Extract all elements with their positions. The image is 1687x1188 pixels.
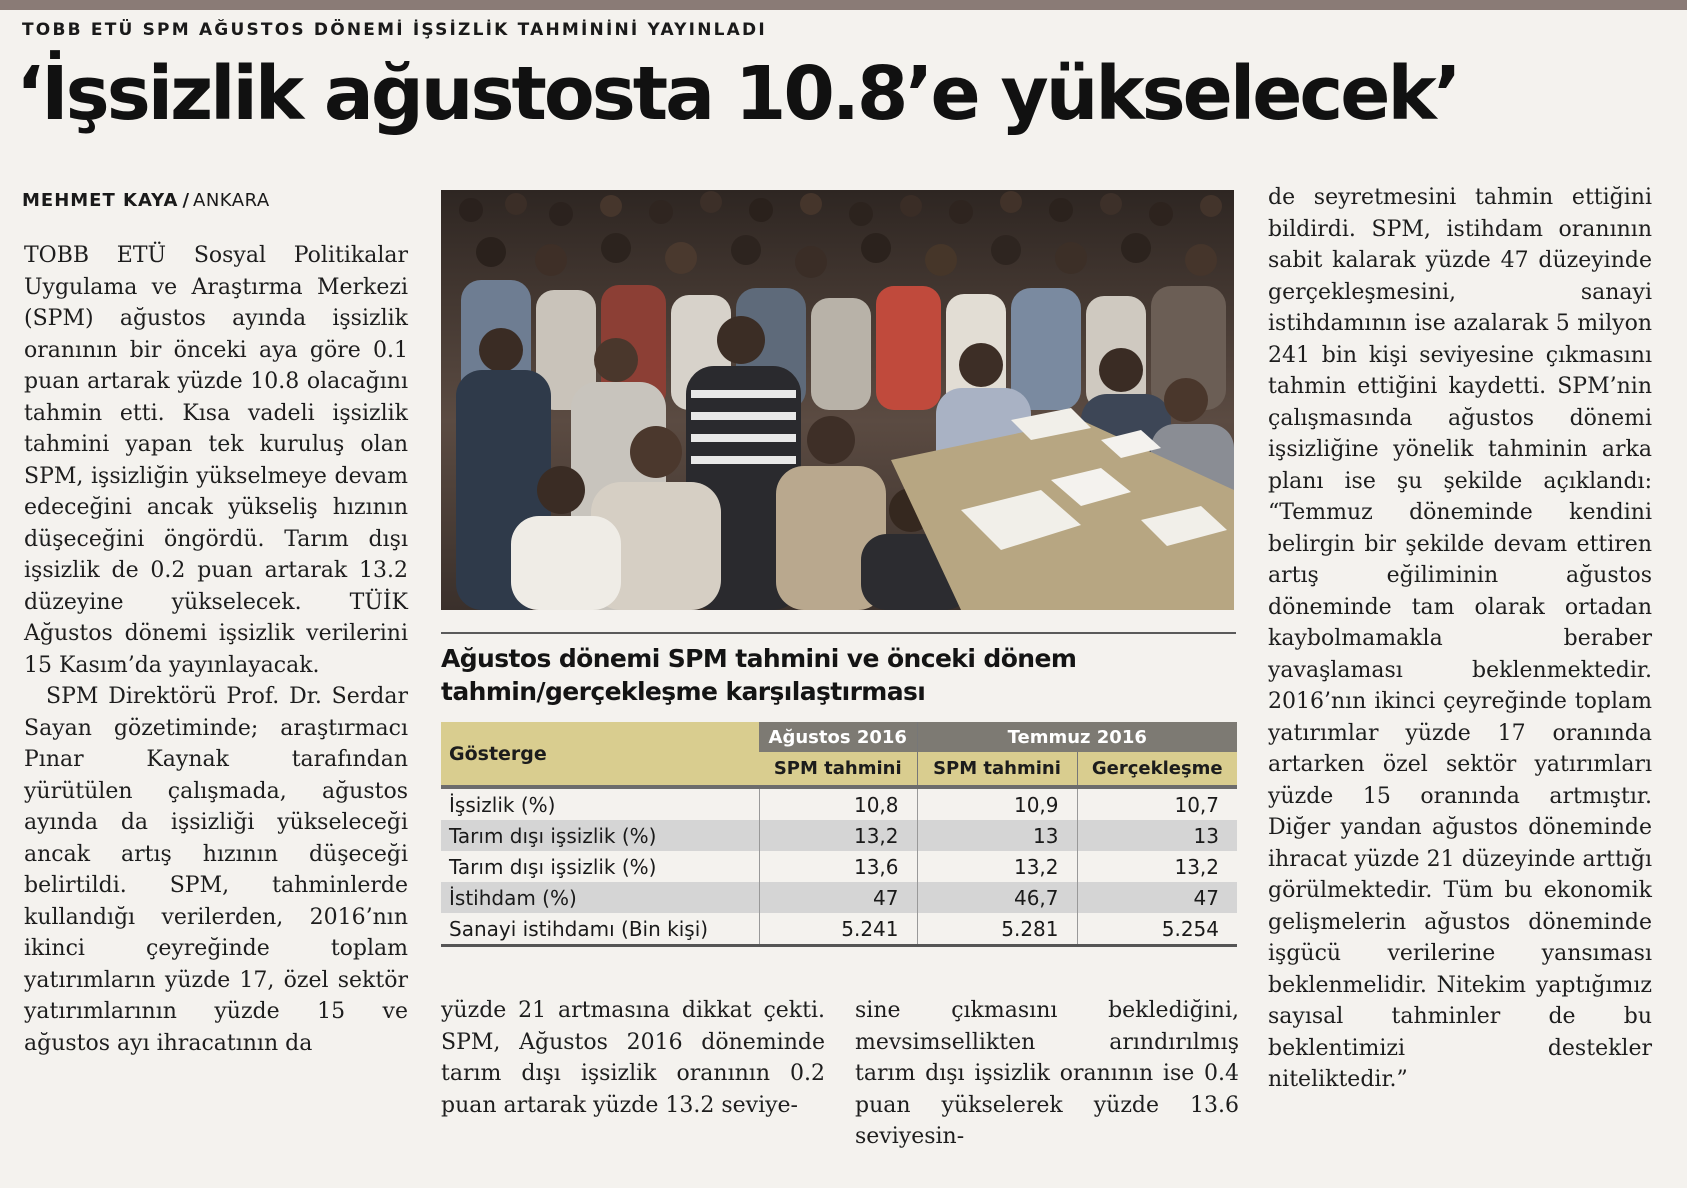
cell-jul: 10,9	[917, 787, 1077, 820]
cell-jul: 13	[917, 820, 1077, 851]
column-2-text: yüzde 21 artmasına dikkat çekti. SPM, Ağustos 2016 döneminde tarım dışı işsizlik oranının 0.2 puan artarak yüzde 13.2 seviye-	[441, 998, 825, 1118]
byline-author: MEHMET KAYA	[22, 190, 179, 211]
crowd-bodies	[461, 280, 1226, 410]
byline-city: ANKARA	[193, 190, 270, 211]
comparison-table	[441, 722, 1237, 947]
cell-jul: 46,7	[917, 882, 1077, 913]
cell-jul: 13,2	[917, 851, 1077, 882]
table-row	[441, 787, 1237, 820]
cell-jul: 5.281	[917, 913, 1077, 946]
article-column-4	[1268, 182, 1652, 1096]
cell-actual: 13	[1077, 820, 1237, 851]
row-label: Tarım dışı işsizlik (%)	[441, 820, 759, 851]
cell-actual: 13,2	[1174, 854, 1219, 879]
top-color-bar	[0, 0, 1687, 10]
table-row	[441, 820, 1237, 851]
article-column-1	[24, 240, 408, 1059]
crowd-illustration	[441, 190, 1234, 610]
byline	[22, 190, 270, 211]
cell-aug: 10,8	[759, 787, 917, 820]
row-label: İstihdam (%)	[441, 882, 759, 913]
cell-aug: 5.241	[759, 913, 917, 946]
article-column-2	[441, 995, 825, 1121]
cell-actual: 10,7	[1174, 792, 1219, 817]
infobox-title	[441, 642, 1241, 708]
paragraph-1: TOBB ETÜ Sosyal Politikalar Uygulama ve Araştırma Merkezi (SPM) ağustos ayında işsizlik oranının bir önceki aya göre 0.1 puan artarak yüzde 10.8 olacağını tahmin etti. Kısa vadeli işsizlik tahmini yapan tek kuruluş olan SPM, işsizliğin yükselmeye devam edeceğini ancak yükseliş hızının düşeceğini öngördü. Tarım dışı işsizlik de 0.2 puan artarak 13.2 düzeyine yükselecek. TÜİK Ağustos dönemi işsizlik verilerini 15 Kasım’da yayınlayacak.	[24, 243, 408, 678]
cell-aug: 13,6	[759, 851, 917, 882]
headline: ‘İşsizlik ağustosta 10.8’e yükselecek’	[16, 51, 1459, 137]
cell-aug: 13,2	[759, 820, 917, 851]
kicker: TOBB ETÜ SPM AĞUSTOS DÖNEMİ İŞSİZLİK TAHMİNİNİ YAYINLADI	[22, 20, 767, 40]
row-label: Sanayi istihdamı (Bin kişi)	[441, 913, 759, 946]
byline-separator: /	[182, 190, 190, 211]
article-column-3	[855, 995, 1239, 1153]
header-gosterge: Gösterge	[441, 722, 759, 787]
infobox-rule	[441, 632, 1236, 634]
table-row	[441, 851, 1237, 882]
column-4-text: de seyretmesini tahmin ettiğini bildirdi. SPM, istihdam oranının sabit kalarak yüzde 47 düzeyinde gerçekleşmesini, sanayi istihdamının ise azalarak 5 milyon 241 bin kişi seviyesine çıkmasını tahmin ettiğini kaydetti. SPM’nin çalışmasında ağustos dönemi işsizliğine yönelik tahminin arka planı ise şu şekilde açıklandı: “Temmuz döneminde kendini belirgin bir şekilde devam ettiren artış eğiliminin ağustos döneminde tam olarak ortadan kaybolmamakla beraber yavaşlaması beklenmektedir. 2016’nın ikinci çeyreğinde toplam yatırımlar yüzde 17 oranında artarken özel sektör yatırımları yüzde 15 oranında artmıştır. Diğer yandan ağustos döneminde ihracat yüzde 21 düzeyinde arttığı görülmektedir. Tüm bu ekonomik gelişmelerin ağustos döneminde işgücü verilerine yansıması beklenmelidir. Nitekim yaptığımız sayısal tahminler de bu beklentimizi destekler niteliktedir.”	[1268, 185, 1652, 1092]
row-label: Tarım dışı işsizlik (%)	[441, 851, 759, 882]
infobox-title-line-1: Ağustos dönemi SPM tahmini ve önceki dönem	[441, 644, 1077, 673]
news-photo-crowd	[441, 190, 1234, 610]
table-row	[441, 882, 1237, 913]
header-group-july: Temmuz 2016	[917, 722, 1237, 752]
paragraph-2: SPM Direktörü Prof. Dr. Serdar Sayan gözetiminde; araştırmacı Pınar Kaynak tarafından yürütülen çalışmada, ağustos ayında da işsizliği yükseleceği ancak artış hızının düşeceği belirtildi. SPM, tahminlerde kullandığı verilerden, 2016’nın ikinci çeyreğinde toplam yatırımların yüzde 17, özel sektör yatırımlarının yüzde 15 ve ağustos ayı ihracatının da	[24, 684, 408, 1056]
infobox-title-line-2: tahmin/gerçekleşme karşılaştırması	[441, 677, 926, 706]
cell-aug: 47	[759, 882, 917, 913]
column-3-text: sine çıkmasını beklediğini, mevsimsellikten arındırılmış tarım dışı işsizlik oranının ise 0.4 puan yükselerek yüzde 13.6 seviyesin-	[855, 998, 1239, 1149]
header-actual-july: Gerçekleşme	[1077, 752, 1237, 787]
header-spm-august: SPM tahmini	[759, 752, 917, 787]
cell-actual: 5.254	[1077, 913, 1237, 946]
row-label: İşsizlik (%)	[441, 787, 759, 820]
cell-actual: 47	[1077, 882, 1237, 913]
table-row	[441, 913, 1237, 946]
header-spm-july: SPM tahmini	[917, 752, 1077, 787]
header-group-august: Ağustos 2016	[759, 722, 917, 752]
